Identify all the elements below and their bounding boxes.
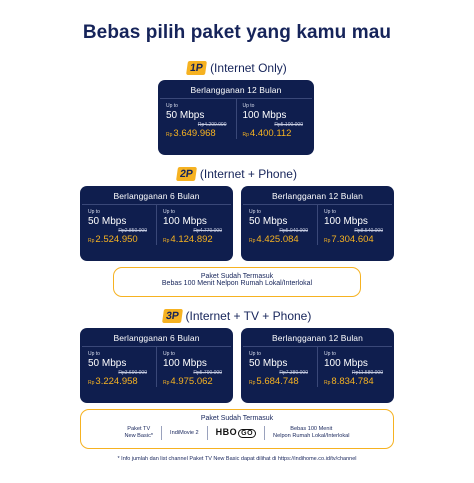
speed-label: 100 Mbps bbox=[324, 358, 368, 369]
include-bebas-nelpon: Bebas 100 Menit Nelpon Rumah Lokal/Interlokal bbox=[273, 426, 350, 439]
page-title: Bebas pilih paket yang kamu mau bbox=[82, 22, 392, 43]
old-price: Rp3.690.000 bbox=[118, 370, 147, 376]
price: Rp 4.124.892 bbox=[163, 234, 213, 245]
speed-label: 100 Mbps bbox=[324, 216, 368, 227]
speed-label: 100 Mbps bbox=[163, 358, 207, 369]
old-price: Rp2.850.000 bbox=[118, 228, 147, 234]
package-header: Berlangganan 12 Bulan bbox=[272, 191, 363, 201]
package-header: Berlangganan 6 Bulan bbox=[113, 191, 200, 201]
upto-label: Up to bbox=[88, 351, 100, 357]
includes-2p-box bbox=[113, 267, 361, 297]
price: Rp 5.684.748 bbox=[249, 376, 299, 387]
badge-2p: 2P bbox=[176, 167, 197, 181]
upto-label: Up to bbox=[163, 351, 175, 357]
old-price: Rp8.540.000 bbox=[354, 228, 383, 234]
option-100-mbps[interactable] bbox=[156, 347, 231, 387]
includes-title: Paket Sudah Termasuk bbox=[200, 273, 274, 280]
upto-label: Up to bbox=[88, 209, 100, 215]
section-1p-label: (Internet Only) bbox=[210, 61, 287, 75]
speed-label: 50 Mbps bbox=[249, 216, 288, 227]
hbo-go-logo: HBO GO bbox=[208, 429, 264, 438]
option-50-mbps[interactable] bbox=[82, 205, 156, 245]
upto-label: Up to bbox=[163, 209, 175, 215]
option-50-mbps[interactable] bbox=[243, 347, 317, 387]
upto-label: Up to bbox=[324, 351, 336, 357]
section-3p-label: (Internet + TV + Phone) bbox=[185, 309, 312, 323]
option-50-mbps[interactable] bbox=[243, 205, 317, 245]
speed-label: 100 Mbps bbox=[163, 216, 207, 227]
old-price: Rp11.580.000 bbox=[351, 370, 383, 376]
old-price: Rp7.380.000 bbox=[279, 370, 308, 376]
include-paket-tv: Paket TV New Basic* bbox=[124, 426, 154, 439]
price: Rp 2.524.950 bbox=[88, 234, 138, 245]
package-header: Berlangganan 12 Bulan bbox=[272, 333, 363, 343]
option-100-mbps[interactable] bbox=[236, 99, 313, 139]
option-100-mbps[interactable] bbox=[317, 347, 392, 387]
speed-label: 50 Mbps bbox=[88, 216, 127, 227]
price: Rp 7.304.604 bbox=[324, 234, 374, 245]
speed-label: 50 Mbps bbox=[166, 110, 205, 121]
price: Rp 3.649.968 bbox=[166, 128, 216, 139]
includes-text: Bebas 100 Menit Nelpon Rumah Lokal/Interlokal bbox=[161, 280, 313, 287]
old-price: Rp4.200.000 bbox=[197, 122, 227, 128]
section-1p-heading bbox=[0, 61, 474, 75]
price: Rp 4.400.112 bbox=[242, 128, 292, 139]
section-3p-heading bbox=[0, 309, 474, 323]
old-price: Rp4.770.000 bbox=[193, 228, 222, 234]
package-header: Berlangganan 6 Bulan bbox=[113, 333, 200, 343]
price: Rp 3.224.958 bbox=[88, 376, 138, 387]
old-price: Rp5.040.000 bbox=[279, 228, 308, 234]
includes-3p-box bbox=[80, 409, 394, 449]
badge-3p: 3P bbox=[162, 309, 183, 323]
package-header: Berlangganan 12 Bulan bbox=[190, 85, 282, 95]
price: Rp 8.834.784 bbox=[324, 376, 374, 387]
price: Rp 4.425.084 bbox=[249, 234, 299, 245]
upto-label: Up to bbox=[166, 103, 178, 109]
old-price: Rp5.100.000 bbox=[274, 122, 303, 128]
speed-label: 100 Mbps bbox=[242, 110, 287, 121]
includes-title: Paket Sudah Termasuk bbox=[200, 415, 274, 422]
package-1p-12-bulan[interactable] bbox=[158, 80, 314, 155]
upto-label: Up to bbox=[249, 351, 261, 357]
option-100-mbps[interactable] bbox=[156, 205, 231, 245]
section-2p-label: (Internet + Phone) bbox=[199, 167, 297, 181]
upto-label: Up to bbox=[242, 103, 255, 109]
upto-label: Up to bbox=[249, 209, 261, 215]
package-2p-6-bulan[interactable] bbox=[80, 186, 233, 261]
package-2p-12-bulan[interactable] bbox=[241, 186, 394, 261]
package-3p-6-bulan[interactable] bbox=[80, 328, 233, 403]
speed-label: 50 Mbps bbox=[88, 358, 127, 369]
old-price: Rp5.790.000 bbox=[193, 370, 222, 376]
section-2p-heading bbox=[0, 167, 474, 181]
include-indimovie: IndiMovie 2 bbox=[170, 429, 199, 436]
option-100-mbps[interactable] bbox=[317, 205, 392, 245]
speed-label: 50 Mbps bbox=[249, 358, 288, 369]
price: Rp 4.975.062 bbox=[163, 376, 213, 387]
footnote: * Info jumlah dan list channel Paket TV New Basic dapat dilihat di https://indihome.co.id/tv/channel bbox=[117, 456, 357, 462]
package-3p-12-bulan[interactable] bbox=[241, 328, 394, 403]
option-50-mbps[interactable] bbox=[82, 347, 156, 387]
option-50-mbps[interactable] bbox=[160, 99, 236, 139]
upto-label: Up to bbox=[324, 209, 336, 215]
badge-1p: 1P bbox=[186, 61, 207, 75]
